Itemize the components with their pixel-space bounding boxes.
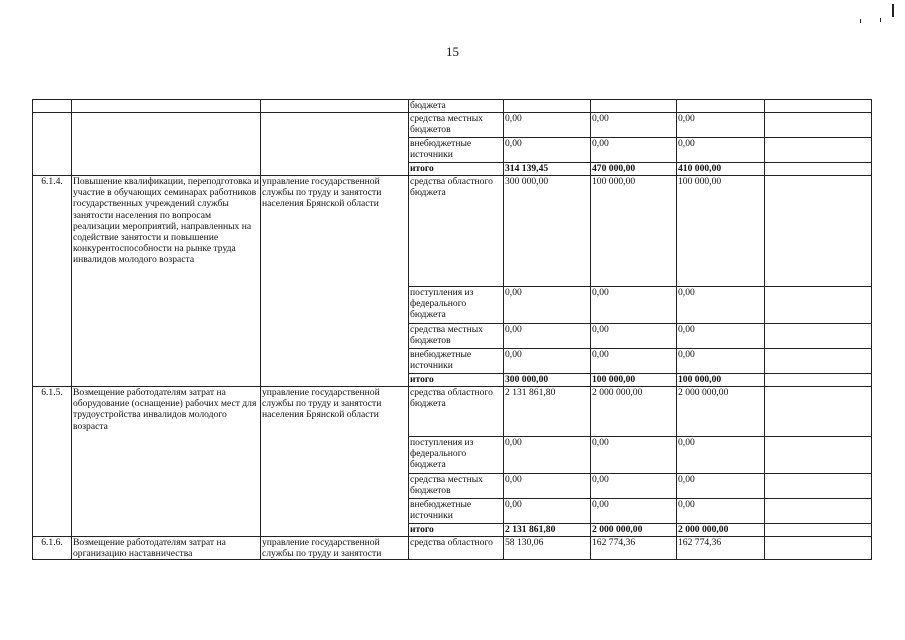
executor-cell xyxy=(261,100,409,113)
amount-year-2: 470 000,00 xyxy=(591,163,677,176)
amount-year-2: 0,00 xyxy=(591,499,677,524)
funding-source: средства местных бюджетов xyxy=(409,324,504,349)
funding-source: средства местных бюджетов xyxy=(409,474,504,499)
funding-source: внебюджетные источники xyxy=(409,349,504,374)
table-row xyxy=(33,176,872,287)
item-code-cell xyxy=(33,113,72,176)
amount-year-3: 2 000 000,00 xyxy=(677,524,765,537)
item-executor: управление государственной службы по труду и занятости xyxy=(261,537,409,560)
amount-year-2: 0,00 xyxy=(591,437,677,474)
amount-year-3: 0,00 xyxy=(677,324,765,349)
item-code: 6.1.6. xyxy=(33,537,72,560)
amount-year-3: 0,00 xyxy=(677,138,765,163)
amount-year-1: 0,00 xyxy=(504,499,591,524)
item-name: Возмещение работодателям затрат на организацию наставничества xyxy=(72,537,261,560)
empty-cell xyxy=(765,113,872,138)
funding-source: бюджета xyxy=(409,100,504,113)
funding-source: итого xyxy=(409,524,504,537)
funding-source: средства областного бюджета xyxy=(409,387,504,437)
empty-cell xyxy=(765,499,872,524)
amount-year-3: 100 000,00 xyxy=(677,374,765,387)
amount-year-2: 0,00 xyxy=(591,349,677,374)
empty-cell xyxy=(765,324,872,349)
empty-cell xyxy=(765,163,872,176)
amount-year-2: 2 000 000,00 xyxy=(591,524,677,537)
amount-year-1: 314 139,45 xyxy=(504,163,591,176)
amount-year-1 xyxy=(504,100,591,113)
empty-cell xyxy=(765,524,872,537)
item-code-cell xyxy=(33,100,72,113)
empty-cell xyxy=(765,474,872,499)
amount-year-1: 0,00 xyxy=(504,474,591,499)
amount-year-2: 0,00 xyxy=(591,138,677,163)
funding-source: внебюджетные источники xyxy=(409,499,504,524)
empty-cell xyxy=(765,287,872,324)
amount-year-2: 162 774,36 xyxy=(591,537,677,560)
amount-year-3: 2 000 000,00 xyxy=(677,387,765,437)
funding-source: итого xyxy=(409,374,504,387)
empty-cell xyxy=(765,176,872,287)
table-row xyxy=(33,100,872,113)
amount-year-1: 0,00 xyxy=(504,324,591,349)
budget-table xyxy=(32,99,872,560)
amount-year-2: 0,00 xyxy=(591,287,677,324)
amount-year-1: 58 130,06 xyxy=(504,537,591,560)
amount-year-3: 0,00 xyxy=(677,287,765,324)
table-row xyxy=(33,113,872,138)
amount-year-3: 100 000,00 xyxy=(677,176,765,287)
amount-year-2: 0,00 xyxy=(591,474,677,499)
table-row xyxy=(33,387,872,437)
item-name-cell xyxy=(72,100,261,113)
scan-speck xyxy=(880,18,881,22)
amount-year-1: 2 131 861,80 xyxy=(504,387,591,437)
amount-year-2: 2 000 000,00 xyxy=(591,387,677,437)
empty-cell xyxy=(765,537,872,560)
executor-cell xyxy=(261,113,409,176)
item-code: 6.1.5. xyxy=(33,387,72,537)
scan-speck xyxy=(860,19,861,23)
amount-year-3: 162 774,36 xyxy=(677,537,765,560)
amount-year-2: 0,00 xyxy=(591,324,677,349)
funding-source: средства местных бюджетов xyxy=(409,113,504,138)
item-executor: управление государственной службы по труду и занятости населения Брянской области xyxy=(261,387,409,537)
item-code: 6.1.4. xyxy=(33,176,72,387)
item-executor: управление государственной службы по труду и занятости населения Брянской области xyxy=(261,176,409,387)
funding-source: итого xyxy=(409,163,504,176)
funding-source: внебюджетные источники xyxy=(409,138,504,163)
amount-year-1: 300 000,00 xyxy=(504,374,591,387)
empty-cell xyxy=(765,138,872,163)
amount-year-3: 0,00 xyxy=(677,349,765,374)
amount-year-3: 0,00 xyxy=(677,474,765,499)
amount-year-1: 300 000,00 xyxy=(504,176,591,287)
empty-cell xyxy=(765,349,872,374)
empty-cell xyxy=(765,387,872,437)
amount-year-2: 100 000,00 xyxy=(591,374,677,387)
amount-year-1: 0,00 xyxy=(504,287,591,324)
amount-year-3: 0,00 xyxy=(677,499,765,524)
table-row xyxy=(33,537,872,560)
amount-year-1: 2 131 861,80 xyxy=(504,524,591,537)
item-name: Возмещение работодателям затрат на оборудование (оснащение) рабочих мест для трудоустройства инвалидов молодого возраста xyxy=(72,387,261,537)
empty-cell xyxy=(765,374,872,387)
amount-year-2: 100 000,00 xyxy=(591,176,677,287)
amount-year-2 xyxy=(591,100,677,113)
amount-year-2: 0,00 xyxy=(591,113,677,138)
amount-year-1: 0,00 xyxy=(504,113,591,138)
budget-table-body xyxy=(33,100,872,560)
amount-year-3: 0,00 xyxy=(677,437,765,474)
item-name: Повышение квалификации, переподготовка и участие в обучающих семинарах работников государственных учреждений службы занятости населения по вопросам реализации мероприятий, направленных на содействие занятости и повышение конкурентоспособности на рынке труда инвалидов молодого возраста xyxy=(72,176,261,387)
item-name-cell xyxy=(72,113,261,176)
amount-year-1: 0,00 xyxy=(504,138,591,163)
funding-source: средства областного xyxy=(409,537,504,560)
empty-cell xyxy=(765,100,872,113)
amount-year-3 xyxy=(677,100,765,113)
amount-year-1: 0,00 xyxy=(504,349,591,374)
empty-cell xyxy=(765,437,872,474)
scan-edge-mark xyxy=(892,4,894,17)
funding-source: поступления из федерального бюджета xyxy=(409,287,504,324)
funding-source: средства областного бюджета xyxy=(409,176,504,287)
amount-year-1: 0,00 xyxy=(504,437,591,474)
amount-year-3: 410 000,00 xyxy=(677,163,765,176)
funding-source: поступления из федерального бюджета xyxy=(409,437,504,474)
page-number: 15 xyxy=(446,44,459,59)
amount-year-3: 0,00 xyxy=(677,113,765,138)
